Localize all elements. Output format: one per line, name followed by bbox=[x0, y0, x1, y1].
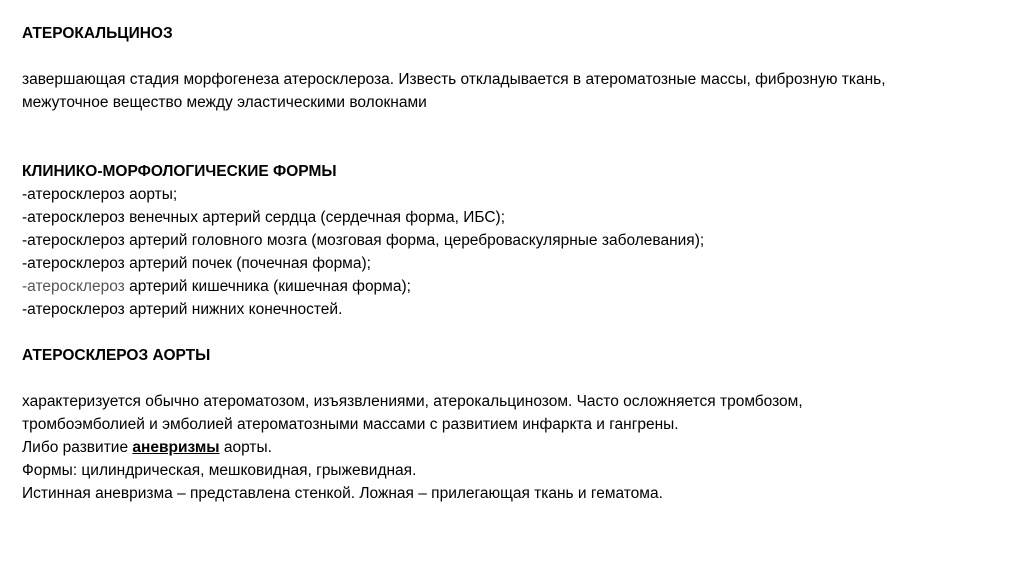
form-item-intestine bbox=[22, 275, 1012, 298]
aorta-text-line-4: Формы: цилиндрическая, мешковидная, грыжевидная. bbox=[22, 462, 417, 479]
aorta-text-line-1: характеризуется обычно атероматозом, изъязвлениями, атерокальцинозом. Часто осложняется тромбозом, bbox=[22, 393, 803, 410]
heading-clinical-forms: КЛИНИКО-МОРФОЛОГИЧЕСКИЕ ФОРМЫ bbox=[22, 163, 337, 180]
form-item-intestine-text: артерий кишечника (кишечная форма); bbox=[129, 278, 411, 295]
form-item-aorta: -атеросклероз аорты; bbox=[22, 186, 178, 203]
heading-aorta: АТЕРОСКЛЕРОЗ АОРТЫ bbox=[22, 347, 211, 364]
aneurysm-link[interactable]: аневризмы bbox=[132, 439, 220, 456]
aorta-text-line-5: Истинная аневризма – представлена стенкой. Ложная – прилегающая ткань и гематома. bbox=[22, 485, 663, 502]
aterokalcinoz-text-line-1: завершающая стадия морфогенеза атеросклероза. Известь откладывается в атероматозные массы, фиброзную ткань, bbox=[22, 71, 886, 88]
form-item-limbs: -атеросклероз артерий нижних конечностей. bbox=[22, 301, 343, 318]
form-item-intestine-prefix: -атеросклероз bbox=[22, 278, 130, 295]
aorta-text-line-3 bbox=[22, 436, 1012, 459]
heading-aterokalcinoz: АТЕРОКАЛЬЦИНОЗ bbox=[22, 25, 173, 42]
aterokalcinoz-text-line-2: межуточное вещество между эластическими волокнами bbox=[22, 94, 427, 111]
form-item-kidney: -атеросклероз артерий почек (почечная форма); bbox=[22, 255, 371, 272]
slide-content bbox=[22, 22, 1012, 505]
aorta-text-line-2: тромбоэмболией и эмболией атероматозными массами с развитием инфаркта и гангрены. bbox=[22, 416, 679, 433]
form-item-coronary: -атеросклероз венечных артерий сердца (сердечная форма, ИБС); bbox=[22, 209, 506, 226]
aorta-line-3-prefix: Либо развитие bbox=[22, 439, 133, 456]
aorta-line-3-suffix: аорты. bbox=[219, 439, 272, 456]
form-item-brain: -атеросклероз артерий головного мозга (мозговая форма, цереброваскулярные заболевания); bbox=[22, 232, 705, 249]
